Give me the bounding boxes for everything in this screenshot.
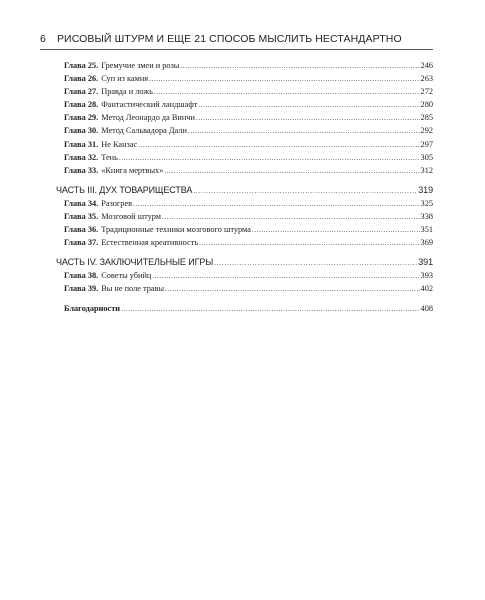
chapter-label: Глава 29. xyxy=(64,113,99,123)
chapter-label: Глава 25. xyxy=(64,61,99,70)
dot-leader xyxy=(214,260,417,267)
chapter-title: Не Канзас xyxy=(101,139,138,149)
chapter-label: Глава 30. xyxy=(64,126,99,136)
toc-chapter-row xyxy=(56,284,433,297)
chapter-page: 272 xyxy=(420,87,433,97)
chapter-title: Гремучие змеи и розы xyxy=(101,61,180,70)
toc-part-4 xyxy=(56,257,433,271)
chapter-title: Метод Леонардо да Винчи xyxy=(101,113,195,123)
toc-chapter-row xyxy=(56,225,433,238)
dot-leader xyxy=(180,62,419,70)
chapter-page: 263 xyxy=(420,74,433,84)
running-title: РИСОВЫЙ ШТУРМ И ЕЩЕ 21 СПОСОБ МЫСЛИТЬ НЕСТАНДАРТНО xyxy=(56,33,402,45)
part-title: ЧАСТЬ IV. ЗАКЛЮЧИТЕЛЬНЫЕ ИГРЫ xyxy=(56,257,214,268)
chapter-group-1 xyxy=(56,61,433,179)
toc-chapter-row xyxy=(56,153,433,166)
toc-chapter-row xyxy=(56,100,433,113)
toc-acknowledgements xyxy=(56,304,433,317)
dot-leader xyxy=(121,305,419,313)
dot-leader xyxy=(199,239,419,247)
dot-leader xyxy=(252,226,420,234)
chapter-title: Тень xyxy=(101,152,118,162)
table-of-contents xyxy=(56,61,433,317)
chapter-label: Глава 38. xyxy=(64,271,99,281)
chapter-group-2 xyxy=(56,199,433,251)
chapter-page: 246 xyxy=(420,61,433,70)
chapter-title: Традиционные техники мозгового штурма xyxy=(101,225,251,235)
dot-leader xyxy=(198,101,419,109)
chapter-label: Глава 39. xyxy=(64,284,99,294)
acknowledgements-page: 408 xyxy=(420,304,433,314)
chapter-label: Глава 32. xyxy=(64,152,99,162)
chapter-title: «Книга мертвых» xyxy=(101,165,164,175)
toc-chapter-row xyxy=(56,87,433,100)
chapter-page: 312 xyxy=(420,165,433,175)
chapter-title: Фантастический ландшафт xyxy=(101,100,198,110)
running-header xyxy=(40,33,433,45)
chapter-label: Глава 36. xyxy=(64,225,99,235)
chapter-title: Мозговой штурм xyxy=(101,211,162,221)
chapter-title: Естественная креативность xyxy=(101,238,199,248)
dot-leader xyxy=(196,114,420,122)
chapter-label: Глава 37. xyxy=(64,238,99,248)
chapter-title: Правда и ложь xyxy=(101,87,153,97)
page-number: 6 xyxy=(40,33,46,45)
chapter-page: 393 xyxy=(420,271,433,281)
chapter-page: 351 xyxy=(420,225,433,235)
chapter-page: 402 xyxy=(420,284,433,294)
dot-leader xyxy=(164,167,419,175)
toc-chapter-row xyxy=(56,212,433,225)
toc-chapter-row xyxy=(56,126,433,139)
chapter-label: Глава 28. xyxy=(64,100,99,110)
toc-part-3 xyxy=(56,185,433,199)
dot-leader xyxy=(165,285,420,293)
chapter-page: 285 xyxy=(420,113,433,123)
toc-chapter-row xyxy=(56,271,433,284)
chapter-label: Глава 26. xyxy=(64,74,99,84)
dot-leader xyxy=(154,88,420,96)
chapter-title: Вы не поле травы xyxy=(101,284,165,294)
toc-chapter-row xyxy=(56,113,433,126)
dot-leader xyxy=(119,154,420,162)
chapter-page: 297 xyxy=(420,139,433,149)
dot-leader xyxy=(138,141,419,149)
part-page: 319 xyxy=(418,184,433,195)
chapter-page: 280 xyxy=(420,100,433,110)
dot-leader xyxy=(193,188,417,195)
chapter-page: 369 xyxy=(420,238,433,248)
chapter-label: Глава 27. xyxy=(64,87,99,97)
part-title: ЧАСТЬ III. ДУХ ТОВАРИЩЕСТВА xyxy=(56,184,193,195)
dot-leader xyxy=(149,75,419,83)
acknowledgements-title: Благодарности xyxy=(64,304,121,314)
chapter-group-3 xyxy=(56,271,433,297)
dot-leader xyxy=(133,200,419,208)
part-page: 391 xyxy=(418,257,433,268)
dot-leader xyxy=(162,213,420,221)
chapter-page: 325 xyxy=(420,198,433,208)
toc-chapter-row xyxy=(56,61,433,74)
toc-chapter-row xyxy=(56,166,433,179)
chapter-title: Советы убийц xyxy=(101,271,152,281)
toc-chapter-row xyxy=(56,199,433,212)
dot-leader xyxy=(188,127,420,135)
dot-leader xyxy=(152,272,419,280)
toc-chapter-row xyxy=(56,74,433,87)
chapter-label: Глава 35. xyxy=(64,211,99,221)
chapter-label: Глава 34. xyxy=(64,198,99,208)
chapter-page: 338 xyxy=(420,211,433,221)
toc-chapter-row xyxy=(56,140,433,153)
chapter-page: 305 xyxy=(420,152,433,162)
chapter-page: 292 xyxy=(420,126,433,136)
toc-chapter-row xyxy=(56,238,433,251)
chapter-label: Глава 33. xyxy=(64,165,99,175)
header-rule xyxy=(40,49,433,50)
chapter-title: Суп из камня xyxy=(101,74,149,84)
chapter-title: Метод Сальвадора Дали xyxy=(101,126,187,136)
chapter-label: Глава 31. xyxy=(64,139,99,149)
chapter-title: Разогрев xyxy=(101,198,133,208)
